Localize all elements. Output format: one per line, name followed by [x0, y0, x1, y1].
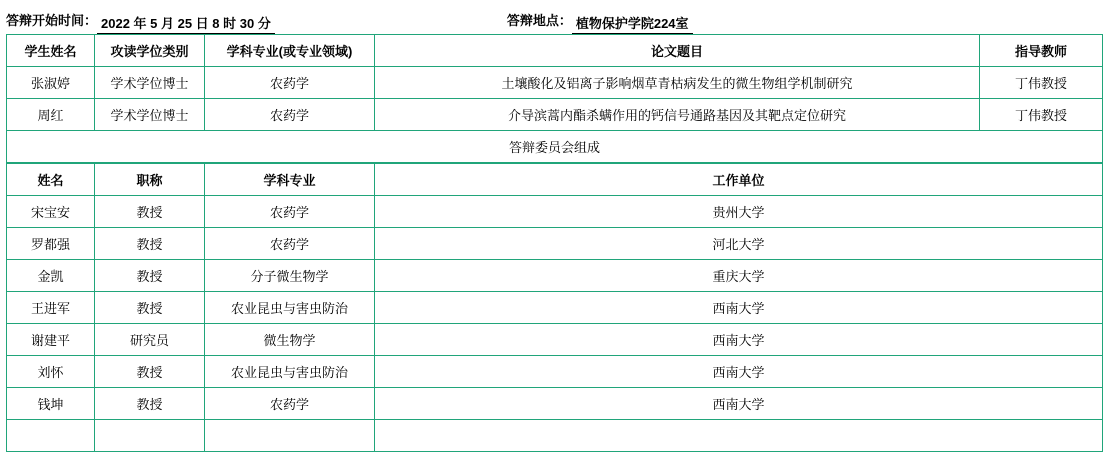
student-degree-type: 学术学位博士	[95, 99, 205, 131]
table-row	[7, 292, 1103, 324]
member-name: 谢建平	[7, 324, 95, 356]
empty-cell	[205, 420, 375, 452]
member-name: 宋宝安	[7, 196, 95, 228]
student-supervisor: 丁伟教授	[980, 99, 1103, 131]
member-unit: 贵州大学	[375, 196, 1103, 228]
column-header-member-name: 姓名	[7, 164, 95, 196]
column-header-student-name: 学生姓名	[7, 35, 95, 67]
column-header-thesis-title: 论文题目	[375, 35, 980, 67]
member-unit: 西南大学	[375, 292, 1103, 324]
student-thesis-title: 介导滨蒿内酯杀螨作用的钙信号通路基因及其靶点定位研究	[375, 99, 980, 131]
table-row	[7, 196, 1103, 228]
member-major: 农药学	[205, 196, 375, 228]
column-header-member-major: 学科专业	[205, 164, 375, 196]
column-header-member-title: 职称	[95, 164, 205, 196]
student-thesis-title: 土壤酸化及铝离子影响烟草青枯病发生的微生物组学机制研究	[375, 67, 980, 99]
member-major: 农业昆虫与害虫防治	[205, 292, 375, 324]
member-name: 罗都强	[7, 228, 95, 260]
member-unit: 河北大学	[375, 228, 1103, 260]
member-major: 分子微生物学	[205, 260, 375, 292]
column-header-supervisor: 指导教师	[980, 35, 1103, 67]
table-row	[7, 228, 1103, 260]
member-title: 教授	[95, 292, 205, 324]
table-row	[7, 67, 1103, 99]
member-name: 王进军	[7, 292, 95, 324]
member-major: 农药学	[205, 388, 375, 420]
committee-section-title: 答辩委员会组成	[7, 131, 1103, 163]
column-header-degree-type: 攻读学位类别	[95, 35, 205, 67]
empty-cell	[375, 420, 1103, 452]
defense-table	[6, 34, 1103, 163]
table-row	[7, 388, 1103, 420]
table-row	[7, 99, 1103, 131]
meeting-header	[0, 0, 1111, 34]
student-major: 农药学	[205, 99, 375, 131]
member-major: 微生物学	[205, 324, 375, 356]
member-unit: 西南大学	[375, 356, 1103, 388]
member-title: 教授	[95, 228, 205, 260]
member-title: 教授	[95, 388, 205, 420]
empty-cell	[7, 420, 95, 452]
table-row	[7, 260, 1103, 292]
student-name: 张淑婷	[7, 67, 95, 99]
table-row	[7, 324, 1103, 356]
member-name: 刘怀	[7, 356, 95, 388]
member-unit: 西南大学	[375, 324, 1103, 356]
start-time-label: 答辩开始时间：	[6, 13, 98, 28]
member-unit: 西南大学	[375, 388, 1103, 420]
column-header-major: 学科专业(或专业领域)	[205, 35, 375, 67]
column-header-member-unit: 工作单位	[375, 164, 1103, 196]
student-supervisor: 丁伟教授	[980, 67, 1103, 99]
member-major: 农业昆虫与害虫防治	[205, 356, 375, 388]
committee-table-header-row	[7, 164, 1103, 196]
student-degree-type: 学术学位博士	[95, 67, 205, 99]
start-time-value: 2022 年 5 月 25 日 8 时 30 分	[97, 16, 275, 34]
student-major: 农药学	[205, 67, 375, 99]
place-label: 答辩地点：	[506, 13, 572, 28]
committee-section-title-row	[7, 131, 1103, 163]
member-title: 教授	[95, 196, 205, 228]
member-major: 农药学	[205, 228, 375, 260]
table-row-empty	[7, 420, 1103, 452]
member-unit: 重庆大学	[375, 260, 1103, 292]
member-title: 教授	[95, 356, 205, 388]
member-name: 金凯	[7, 260, 95, 292]
place-value: 植物保护学院224室	[572, 16, 693, 34]
table-row	[7, 356, 1103, 388]
committee-table	[6, 163, 1103, 452]
student-name: 周红	[7, 99, 95, 131]
student-table-header-row	[7, 35, 1103, 67]
member-title: 教授	[95, 260, 205, 292]
member-title: 研究员	[95, 324, 205, 356]
member-name: 钱坤	[7, 388, 95, 420]
empty-cell	[95, 420, 205, 452]
